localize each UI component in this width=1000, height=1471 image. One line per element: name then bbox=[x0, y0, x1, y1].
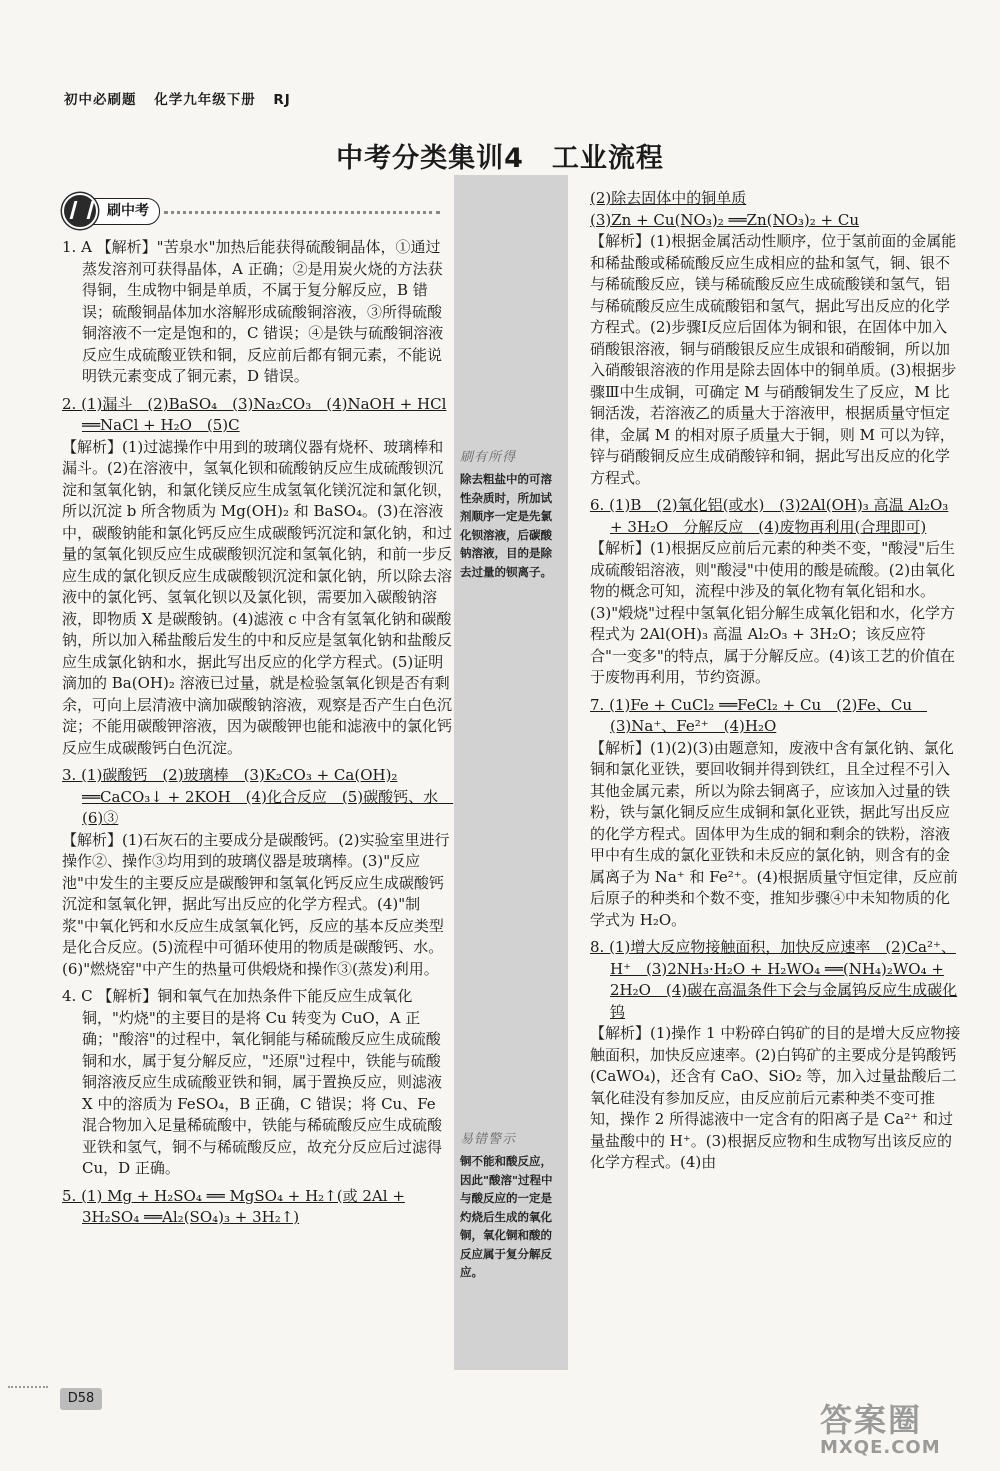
logo-url: MXQE.COM bbox=[820, 1437, 941, 1458]
book-name: 初中必刷题 bbox=[64, 92, 137, 108]
page-title: 中考分类集训4 工业流程 bbox=[336, 143, 664, 174]
watermark-logo bbox=[820, 1395, 970, 1465]
running-header bbox=[64, 88, 303, 108]
analysis-text: 【解析】(1)(2)(3)由题意知，废液中含有氯化钠、氯化铜和氯化亚铁，要回收铜并得到铁红，且全过程不引入其他金属元素，所以为除去铜离子，应该加入过量的铁粉，铁与氯化铜反应生成铜和氯化亚铁，据此写出反应的化学方程式。固体甲为生成的铜和剩余的铁粉，溶液甲中有生成的氯化亚铁和未反应的氯化钠，则含有的金属离子为 Na⁺ 和 Fe²⁺。(4)根据质量守恒定律，反应前后原子的种类和个数不变，推知步骤④中未知物质的化学式为 H₂O。 bbox=[590, 738, 958, 929]
subject-name: 化学九年级下册 bbox=[154, 92, 256, 108]
answer-item: 4. C 【解析】铜和氧气在加热条件下能反应生成氧化铜，"灼烧"的主要目的是将 Cu 转变为 CuO，A 正确；"酸溶"的过程中，氧化铜能与稀硫酸反应生成硫酸铜和水，属于复分解反应，"还原"过程中，铁能与硫酸铜溶液反应生成硫酸亚铁和铜，属于置换反应，则滤液 X 中的溶质为 FeSO₄，B 正确，C 错误；将 Cu、Fe 混合物加入足量稀硫酸中，铁能与稀硫酸反应生成硫酸亚铁和氢气，铜不与稀硫酸反应，故充分反应后过滤得 Cu，D 正确。 bbox=[62, 987, 443, 1177]
edition-label: RJ bbox=[273, 92, 291, 108]
page-dots bbox=[8, 1386, 48, 1388]
analysis-text: 【解析】(1)过滤操作中用到的玻璃仪器有烧杯、玻璃棒和漏斗。(2)在溶液中，氢氧化钡和硫酸钠反应生成硫酸钡沉淀和氢氧化钠，和氯化镁反应生成氢氧化镁沉淀和氯化钡，所以沉淀 b 所含物质为 Mg(OH)₂ 和 BaSO₄。(3)在溶液中，碳酸钠能和氯化钙反应生成碳酸钙沉淀和氯化钠，和过量的氢氧化钡反应生成碳酸钡沉淀和氢氧化钠，和前一步反应生成的氯化钡反应生成碳酸钡沉淀和氯化钠，所以除去溶液中的氯化钙、氢氧化钡以及氯化钡，需要加入碳酸钠溶液，即物质 X 是碳酸钠。(4)滤液 c 中含有氢氧化钠和碳酸钠，所以加入稀盐酸后发生的中和反应是氢氧化钠和盐酸反应生成氯化钠和水，据此写出反应的化学方程式。(5)证明滴加的 Ba(OH)₂ 溶液已过量，就是检验氢氧化钡是否有剩余，可向上层清液中滴加碳酸钠溶液，观察是否产生白色沉淀；不能用碳酸钾溶液，因为碳酸钾也能和滤液中的氯化钙反应生成碳酸钙白色沉淀。 bbox=[62, 437, 453, 757]
answer-item: 5. (1) Mg + H₂SO₄ ══ MgSO₄ + H₂↑(或 2Al + 3H₂SO₄ ══Al₂(SO₄)₃ + 3H₂↑) bbox=[62, 1186, 405, 1226]
dotted-divider bbox=[164, 211, 440, 214]
answer-item: 6. (1)B (2)氧化铝(或水) (3)2Al(OH)₃ 高温 Al₂O₃ + 3H₂O 分解反应 (4)废物再利用(合理即可) bbox=[590, 496, 949, 536]
answer-item: (2)除去固体中的铜单质 bbox=[590, 189, 747, 207]
answer-item: 2. (1)漏斗 (2)BaSO₄ (3)Na₂CO₃ (4)NaOH + HCl ══NaCl + H₂O (5)C bbox=[62, 394, 447, 434]
right-column bbox=[590, 188, 962, 1174]
analysis-text: 【解析】(1)石灰石的主要成分是碳酸钙。(2)实验室里进行操作②、操作③均用到的玻璃仪器是玻璃棒。(3)"反应池"中发生的主要反应是碳酸钾和氢氧化钙反应生成碳酸钙沉淀和氢氧化钾，据此写出反应的化学方程式。(4)"制浆"中氧化钙和水反应生成氢氧化钙，反应的基本反应类型是化合反应。(5)流程中可循环使用的物质是碳酸钙、水。(6)"燃烧窑"中产生的热量可供煅烧和操作③(蒸发)利用。 bbox=[62, 830, 450, 978]
page-number: D58 bbox=[60, 1388, 102, 1410]
analysis-text: 【解析】(1)操作 1 中粉碎白钨矿的目的是增大反应物接触面积，加快反应速率。(2)白钨矿的主要成分是钨酸钙(CaWO₄)，还含有 CaO、SiO₂ 等，加入过量盐酸后二氧化硅没有参加反应，由反应前后元素种类不变可推知，操作 2 所得滤液中一定含有的阳离子是 Ca²⁺ 和过量盐酸中的 H⁺。(3)根据反应物和生成物写出该反应的化学方程式。(4)由 bbox=[590, 1024, 961, 1171]
note-body: 除去粗盐中的可溶性杂质时，所加试剂顺序一定是先氯化钡溶液，后碳酸钠溶液，目的是除去过量的钡离子。 bbox=[460, 472, 552, 579]
answer-item: 1. A 【解析】"苦泉水"加热后能获得硫酸铜晶体，①通过蒸发溶剂可获得晶体，A 正确；②是用炭火烧的方法获得铜，生成物中铜是单质，不属于复分解反应，B 错误；硫酸铜晶体加水溶解形成硫酸铜溶液，③所得硫酸铜溶液不一定是饱和的，C 错误；④是铁与硫酸铜溶液反应生成硫酸亚铁和铜，反应前后都有铜元素，不能说明铁元素变成了铜元素，D 错误。 bbox=[62, 238, 444, 385]
analysis-text: 【解析】(1)根据金属活动性顺序，位于氢前面的金属能和稀盐酸或稀硫酸反应生成相应的盐和氢气，铜、银不与稀硫酸反应，镁与稀硫酸反应生成硫酸镁和氢气，铝与稀硫酸反应生成硫酸铝和氢气，据此写出反应的化学方程式。(2)步骤Ⅰ反应后固体为铜和银，在固体中加入硝酸银溶液，铜与硝酸银反应生成银和硝酸铜，所以加入硝酸银溶液的作用是除去固体中的铜单质。(3)根据步骤Ⅲ中生成铜，可确定 M 与硝酸铜发生了反应，M 比铜活泼，若溶液乙的质量大于溶液甲，根据质量守恒定律，金属 M 的相对原子质量大于铜，则 M 可以为锌，锌与硝酸铜反应生成硝酸锌和铜，据此写出反应的化学方程式。 bbox=[590, 232, 957, 487]
note-body: 铜不能和酸反应，因此"酸溶"过程中与酸反应的一定是灼烧后生成的氧化铜，氧化铜和酸的反应属于复分解反应。 bbox=[460, 1154, 553, 1279]
note-heading: 刷有所得 bbox=[460, 450, 517, 465]
logo-text: 答案圈 bbox=[820, 1401, 923, 1439]
analysis-text: 【解析】(1)根据反应前后元素的种类不变，"酸浸"后生成硫酸铝溶液，则"酸浸"中使用的酸是硫酸。(2)由氧化物的概念可知，流程中涉及的氧化物有氧化铝和水。(3)"煅烧"过程中氢氧化铝分解生成氧化铝和水，化学方程式为 2Al(OH)₃ 高温 Al₂O₃ + 3H₂O；该反应符合"一变多"的特点，属于分解反应。(4)该工艺的价值在于废物再利用，节约资源。 bbox=[590, 539, 956, 686]
brush-icon bbox=[62, 193, 98, 229]
answer-item: 8. (1)增大反应物接触面积，加快反应速率 (2)Ca²⁺、H⁺ (3)2NH₃·H₂O + H₂WO₄ ══(NH₄)₂WO₄ + 2H₂O (4)碳在高温条件下会与金属钨反应生成碳化钨 bbox=[590, 938, 958, 1021]
note-heading: 易错警示 bbox=[460, 1132, 517, 1147]
answer-item: (3)Zn + Cu(NO₃)₂ ══Zn(NO₃)₂ + Cu bbox=[590, 210, 860, 229]
left-column bbox=[62, 237, 452, 1229]
badge-label: 刷中考 bbox=[80, 198, 160, 225]
answer-item: 3. (1)碳酸钙 (2)玻璃棒 (3)K₂CO₃ + Ca(OH)₂ ══CaCO₃↓ + 2KOH (4)化合反应 (5)碳酸钙、水 (6)③ bbox=[62, 766, 454, 827]
answer-item: 7. (1)Fe + CuCl₂ ══FeCl₂ + Cu (2)Fe、Cu (3)Na⁺、Fe²⁺ (4)H₂O bbox=[590, 695, 928, 735]
section-badge bbox=[62, 193, 162, 227]
